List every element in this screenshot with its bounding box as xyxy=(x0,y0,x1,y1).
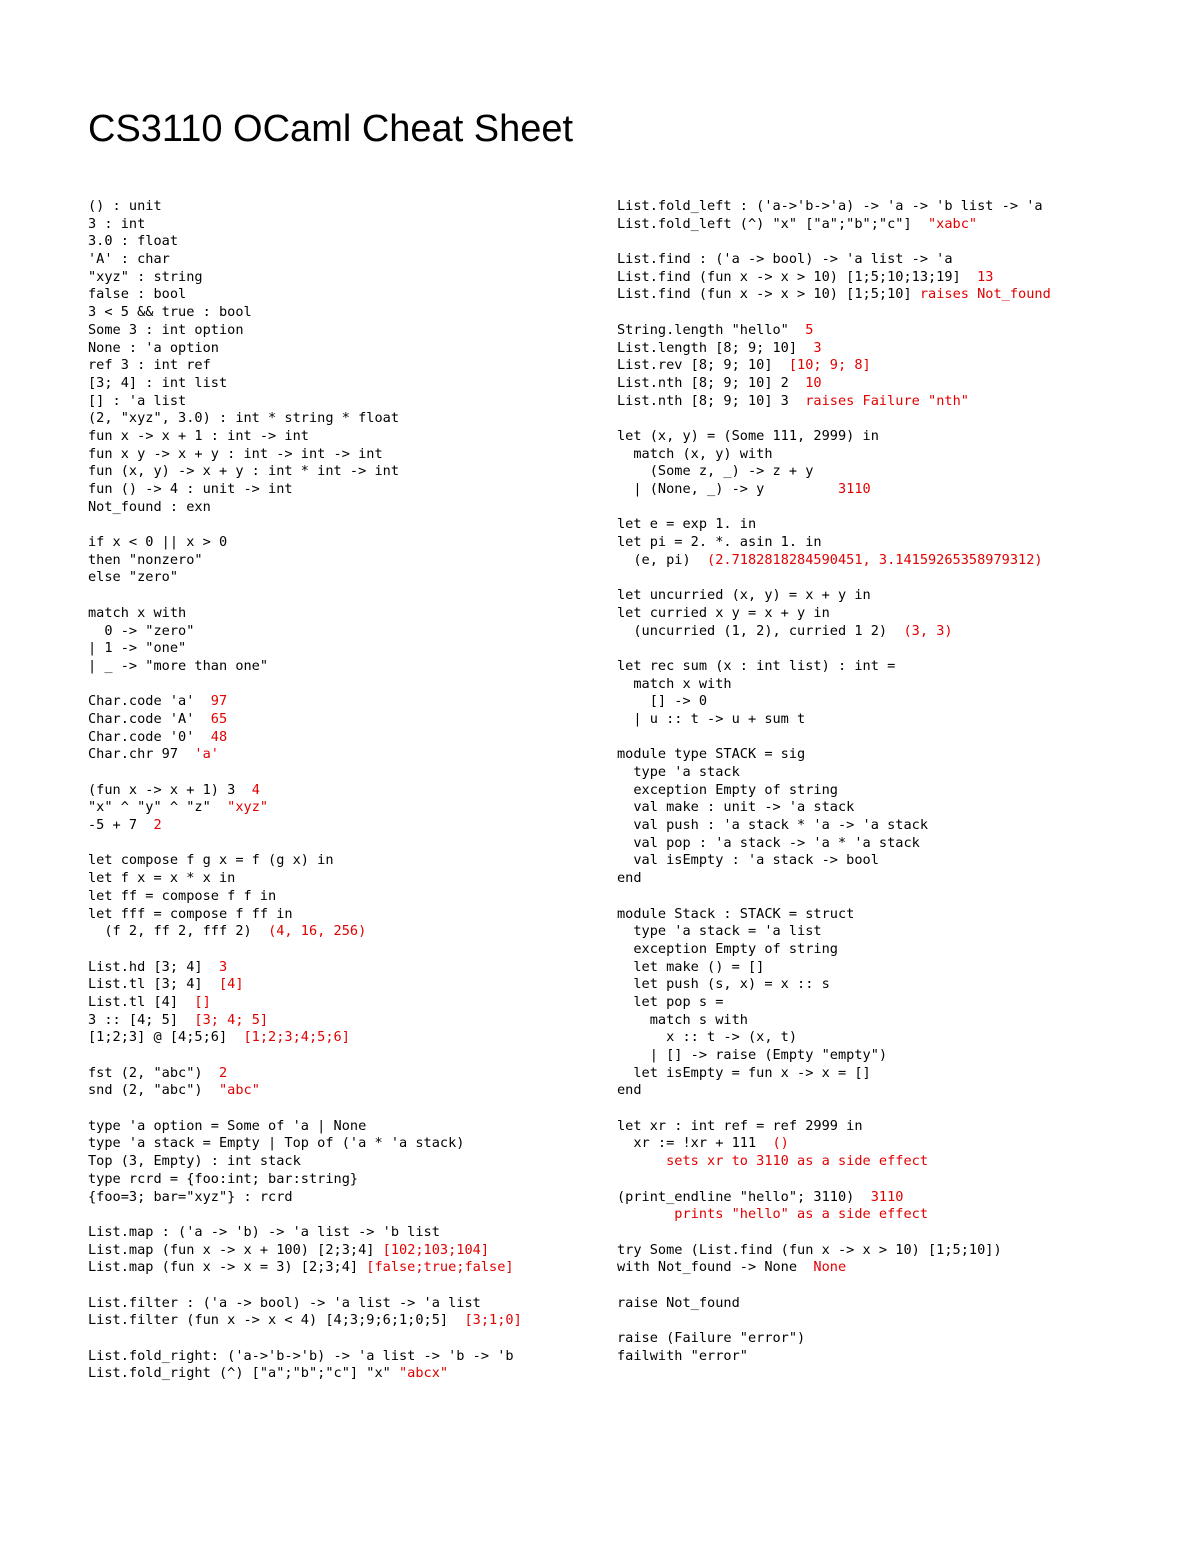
code-text: with Not_found -> None xyxy=(617,1259,814,1276)
code-text: let curried x y = x + y in xyxy=(617,604,830,621)
result-text: (2.7182818284590451, 3.14159265358979312) xyxy=(707,551,1043,568)
code-line xyxy=(88,1242,593,1260)
code-text: (print_endline "hello"; 3110) xyxy=(617,1188,871,1205)
code-line xyxy=(88,304,593,322)
code-text: List.fold_right: ('a->'b->'b) -> 'a list -> 'b -> 'b xyxy=(88,1347,514,1364)
code-line xyxy=(617,587,1177,605)
code-text: List.fold_left : ('a->'b->'a) -> 'a -> 'b list -> 'a xyxy=(617,198,1043,214)
code-line xyxy=(617,605,1177,623)
code-line xyxy=(617,1312,1177,1330)
code-text: let make () = [] xyxy=(617,958,765,975)
result-text: "xyz" xyxy=(227,799,269,816)
code-text: fun x -> x + 1 : int -> int xyxy=(88,427,309,444)
code-line xyxy=(617,216,1177,234)
result-text: 3 xyxy=(218,958,228,975)
code-text: fun x y -> x + y : int -> int -> int xyxy=(88,445,383,462)
code-line xyxy=(88,870,593,888)
code-line xyxy=(88,1029,593,1047)
code-line xyxy=(617,870,1177,888)
code-line xyxy=(617,499,1177,517)
code-line xyxy=(88,1100,593,1118)
result-text: raises Failure "nth" xyxy=(805,392,969,409)
code-text: snd (2, "abc") xyxy=(88,1082,219,1099)
code-text: [] : 'a list xyxy=(88,392,187,409)
code-line xyxy=(617,1189,1177,1207)
code-line xyxy=(617,534,1177,552)
code-text: xr := !xr + 111 xyxy=(617,1135,773,1152)
result-text: sets xr to 3110 as a side effect xyxy=(666,1153,929,1170)
code-text: match (x, y) with xyxy=(617,445,773,462)
code-text: type 'a option = Some of 'a | None xyxy=(88,1117,367,1134)
result-text: (4, 16, 256) xyxy=(268,923,367,940)
code-line xyxy=(617,693,1177,711)
code-text: match x with xyxy=(88,604,187,621)
code-text: Not_found : exn xyxy=(88,498,211,515)
code-line xyxy=(617,1171,1177,1189)
result-text: [10; 9; 8] xyxy=(788,357,871,374)
code-text: List.find (fun x -> x > 10) [1;5;10;13;19] xyxy=(617,268,978,285)
result-text: (3, 3) xyxy=(903,622,953,639)
code-text: 0 -> "zero" xyxy=(88,622,195,639)
result-text: 48 xyxy=(210,728,228,745)
result-text: prints "hello" as a side effect xyxy=(666,1206,929,1223)
code-text: ref 3 : int ref xyxy=(88,357,211,374)
code-line xyxy=(617,269,1177,287)
code-line xyxy=(88,516,593,534)
code-text xyxy=(617,1153,666,1169)
code-line xyxy=(617,481,1177,499)
code-line xyxy=(88,923,593,941)
code-line xyxy=(617,304,1177,322)
code-text: let fff = compose f ff in xyxy=(88,905,293,922)
code-line xyxy=(88,1348,593,1366)
code-text: type 'a stack = 'a list xyxy=(617,923,822,940)
code-text: false : bool xyxy=(88,286,187,303)
result-text: None xyxy=(813,1259,847,1276)
code-line xyxy=(88,1012,593,1030)
code-line xyxy=(617,711,1177,729)
result-text: "abc" xyxy=(218,1082,260,1099)
code-text: List.tl [3; 4] xyxy=(88,976,219,993)
code-line xyxy=(617,764,1177,782)
code-line xyxy=(617,676,1177,694)
code-text: module Stack : STACK = struct xyxy=(617,905,855,922)
code-line xyxy=(88,1082,593,1100)
code-line xyxy=(88,198,593,216)
code-line xyxy=(617,516,1177,534)
code-text: List.nth [8; 9; 10] 2 xyxy=(617,374,806,391)
code-line xyxy=(617,233,1177,251)
code-line xyxy=(88,835,593,853)
code-line xyxy=(88,375,593,393)
code-line xyxy=(88,428,593,446)
result-text: 4 xyxy=(251,781,260,798)
code-text: List.fold_left (^) "x" ["a";"b";"c"] xyxy=(617,215,928,232)
code-text: (2, "xyz", 3.0) : int * string * float xyxy=(88,410,399,427)
code-line xyxy=(88,446,593,464)
code-text: let xr : int ref = ref 2999 in xyxy=(617,1117,863,1134)
code-line xyxy=(88,216,593,234)
code-text: failwith "error" xyxy=(617,1347,748,1364)
code-line xyxy=(88,1365,593,1383)
code-line xyxy=(617,817,1177,835)
code-line xyxy=(88,1277,593,1295)
code-text: None : 'a option xyxy=(88,339,219,356)
code-line xyxy=(617,1135,1177,1153)
code-line xyxy=(617,994,1177,1012)
result-text: 10 xyxy=(805,374,822,391)
code-line xyxy=(617,251,1177,269)
code-text: (Some z, _) -> z + y xyxy=(617,463,814,480)
code-text: List.filter (fun x -> x < 4) [4;3;9;6;1;0;5] xyxy=(88,1312,465,1329)
code-line xyxy=(88,799,593,817)
code-line xyxy=(88,1135,593,1153)
code-line xyxy=(617,1047,1177,1065)
code-text: Top (3, Empty) : int stack xyxy=(88,1153,301,1170)
code-text: List.tl [4] xyxy=(88,993,195,1010)
code-line xyxy=(88,1118,593,1136)
code-text: List.find (fun x -> x > 10) [1;5;10] xyxy=(617,286,920,303)
code-line xyxy=(617,552,1177,570)
code-line xyxy=(617,835,1177,853)
code-line xyxy=(617,428,1177,446)
code-line xyxy=(617,1330,1177,1348)
code-text: (fun x -> x + 1) 3 xyxy=(88,781,252,798)
result-text: () xyxy=(772,1135,789,1152)
left-column xyxy=(88,198,593,1383)
code-text: List.rev [8; 9; 10] xyxy=(617,357,789,374)
result-text: 2 xyxy=(153,817,162,834)
code-text: List.map : ('a -> 'b) -> 'a list -> 'b list xyxy=(88,1223,440,1240)
code-text: List.fold_right (^) ["a";"b";"c"] "x" xyxy=(88,1365,399,1382)
code-text: let pop s = xyxy=(617,993,724,1010)
code-text: | u :: t -> u + sum t xyxy=(617,710,806,727)
code-text: val pop : 'a stack -> 'a * 'a stack xyxy=(617,834,920,851)
code-line xyxy=(617,852,1177,870)
code-text: 'A' : char xyxy=(88,251,170,268)
code-line xyxy=(88,1312,593,1330)
result-text: 3110 xyxy=(837,481,871,497)
code-line xyxy=(88,888,593,906)
code-text: let push (s, x) = x :: s xyxy=(617,976,830,993)
code-text: 3 < 5 && true : bool xyxy=(88,304,252,321)
code-text: | 1 -> "one" xyxy=(88,640,187,657)
result-text: 3 xyxy=(813,339,822,356)
result-text: [102;103;104] xyxy=(382,1241,490,1258)
code-line xyxy=(617,1153,1177,1171)
code-line xyxy=(88,1153,593,1171)
code-line xyxy=(88,711,593,729)
code-text: (e, pi) xyxy=(617,551,708,568)
code-line xyxy=(617,1029,1177,1047)
code-line xyxy=(88,269,593,287)
result-text: 13 xyxy=(977,268,994,285)
result-text: [] xyxy=(194,993,211,1010)
code-line xyxy=(88,906,593,924)
code-line xyxy=(617,1012,1177,1030)
code-line xyxy=(617,1206,1177,1224)
code-text: String.length "hello" xyxy=(617,321,806,338)
code-line xyxy=(88,1224,593,1242)
code-text: Char.chr 97 xyxy=(88,746,195,763)
code-line xyxy=(617,746,1177,764)
code-line xyxy=(88,764,593,782)
code-text: let compose f g x = f (g x) in xyxy=(88,852,334,869)
code-line xyxy=(617,658,1177,676)
code-line xyxy=(617,1277,1177,1295)
code-text: exception Empty of string xyxy=(617,781,838,798)
code-line xyxy=(88,393,593,411)
code-text: exception Empty of string xyxy=(617,940,838,957)
code-line xyxy=(617,976,1177,994)
result-text: 65 xyxy=(210,710,228,727)
code-text: 3.0 : float xyxy=(88,233,179,250)
code-line xyxy=(88,1047,593,1065)
code-line xyxy=(88,410,593,428)
code-text: Char.code 'a' xyxy=(88,693,211,710)
code-text: else "zero" xyxy=(88,569,179,586)
code-line xyxy=(617,906,1177,924)
code-line xyxy=(88,1206,593,1224)
code-line xyxy=(617,1295,1177,1313)
code-text: (f 2, ff 2, fff 2) xyxy=(88,923,269,940)
code-text: end xyxy=(617,1082,642,1099)
code-text: List.length [8; 9; 10] xyxy=(617,339,814,356)
code-line xyxy=(88,640,593,658)
result-text: [3;1;0] xyxy=(464,1312,522,1329)
code-text: 3 : int xyxy=(88,215,146,232)
code-text: List.map (fun x -> x = 3) [2;3;4] xyxy=(88,1259,367,1276)
code-line xyxy=(88,233,593,251)
code-line xyxy=(88,782,593,800)
code-line xyxy=(88,251,593,269)
code-text: {foo=3; bar="xyz"} : rcrd xyxy=(88,1188,293,1205)
code-line xyxy=(88,1330,593,1348)
code-line xyxy=(88,959,593,977)
code-line xyxy=(617,198,1177,216)
code-text: let f x = x * x in xyxy=(88,870,236,887)
result-text: [4] xyxy=(218,976,244,993)
code-line xyxy=(617,357,1177,375)
code-text: -5 + 7 xyxy=(88,817,154,834)
code-text: List.find : ('a -> bool) -> 'a list -> 'a xyxy=(617,251,953,268)
code-text: | (None, _) -> y xyxy=(617,481,838,497)
code-text: | _ -> "more than one" xyxy=(88,657,269,674)
code-line xyxy=(617,1259,1177,1277)
code-line xyxy=(617,569,1177,587)
result-text: 3110 xyxy=(870,1188,904,1205)
code-line xyxy=(88,463,593,481)
code-line xyxy=(617,1242,1177,1260)
code-text: let isEmpty = fun x -> x = [] xyxy=(617,1064,871,1081)
code-line xyxy=(617,1100,1177,1118)
page-title: CS3110 OCaml Cheat Sheet xyxy=(88,108,574,150)
code-line xyxy=(88,1189,593,1207)
code-line xyxy=(88,481,593,499)
result-text: 97 xyxy=(210,693,228,710)
code-text: [3; 4] : int list xyxy=(88,374,228,391)
code-text: match x with xyxy=(617,675,732,692)
code-text: raise Not_found xyxy=(617,1294,740,1311)
code-line xyxy=(617,959,1177,977)
right-column xyxy=(617,198,1177,1365)
code-line xyxy=(617,375,1177,393)
code-line xyxy=(617,729,1177,747)
code-line xyxy=(617,888,1177,906)
code-line xyxy=(617,1065,1177,1083)
result-text: [3; 4; 5] xyxy=(194,1011,269,1028)
code-line xyxy=(88,1295,593,1313)
code-text: List.filter : ('a -> bool) -> 'a list -> 'a list xyxy=(88,1294,481,1311)
code-text: val isEmpty : 'a stack -> bool xyxy=(617,852,879,869)
code-line xyxy=(617,782,1177,800)
code-text: match s with xyxy=(617,1011,748,1028)
result-text: raises Not_found xyxy=(919,286,1051,303)
result-text: "xabc" xyxy=(928,215,978,232)
code-text: val push : 'a stack * 'a -> 'a stack xyxy=(617,817,928,834)
code-line xyxy=(617,463,1177,481)
code-line xyxy=(88,746,593,764)
code-text: fun () -> 4 : unit -> int xyxy=(88,481,293,497)
code-text: Char.code '0' xyxy=(88,728,211,745)
code-text: fun (x, y) -> x + y : int * int -> int xyxy=(88,463,399,480)
code-text: List.hd [3; 4] xyxy=(88,958,219,975)
code-line xyxy=(617,340,1177,358)
code-line xyxy=(617,446,1177,464)
code-text: let rec sum (x : int list) : int = xyxy=(617,657,896,674)
result-text: 2 xyxy=(218,1064,228,1081)
code-line xyxy=(88,658,593,676)
code-text: [] -> 0 xyxy=(617,693,708,710)
code-text: try Some (List.find (fun x -> x > 10) [1;5;10]) xyxy=(617,1241,1002,1258)
code-text: let ff = compose f f in xyxy=(88,887,277,904)
code-text: List.map (fun x -> x + 100) [2;3;4] xyxy=(88,1241,383,1258)
code-line xyxy=(617,1224,1177,1242)
result-text: [false;true;false] xyxy=(366,1259,514,1276)
code-line xyxy=(88,693,593,711)
code-line xyxy=(617,286,1177,304)
code-line xyxy=(88,569,593,587)
code-line xyxy=(88,676,593,694)
result-text: [1;2;3;4;5;6] xyxy=(243,1029,350,1046)
code-line xyxy=(88,357,593,375)
code-line xyxy=(617,923,1177,941)
code-text: let (x, y) = (Some 111, 2999) in xyxy=(617,427,879,444)
code-line xyxy=(88,534,593,552)
code-line xyxy=(617,410,1177,428)
code-text: type rcrd = {foo:int; bar:string} xyxy=(88,1170,359,1187)
code-text: let e = exp 1. in xyxy=(617,516,757,533)
code-line xyxy=(88,1171,593,1189)
code-text: 3 :: [4; 5] xyxy=(88,1011,195,1028)
code-line xyxy=(617,1082,1177,1100)
code-text: | [] -> raise (Empty "empty") xyxy=(617,1047,888,1063)
code-line xyxy=(617,1348,1177,1366)
code-line xyxy=(88,1065,593,1083)
code-text: type 'a stack = Empty | Top of ('a * 'a stack) xyxy=(88,1135,465,1152)
code-line xyxy=(88,340,593,358)
code-text: end xyxy=(617,870,642,887)
code-text: Some 3 : int option xyxy=(88,321,244,338)
code-text: "xyz" : string xyxy=(88,268,203,285)
code-line xyxy=(88,605,593,623)
code-text: Char.code 'A' xyxy=(88,710,211,727)
code-text: let pi = 2. *. asin 1. in xyxy=(617,534,822,551)
code-line xyxy=(88,552,593,570)
code-text: val make : unit -> 'a stack xyxy=(617,799,855,816)
code-text: () : unit xyxy=(88,198,162,214)
code-text: then "nonzero" xyxy=(88,551,203,568)
code-line xyxy=(88,1259,593,1277)
code-text: "x" ^ "y" ^ "z" xyxy=(88,799,228,816)
code-text: (uncurried (1, 2), curried 1 2) xyxy=(617,622,904,639)
code-text: List.nth [8; 9; 10] 3 xyxy=(617,392,806,409)
code-line xyxy=(617,623,1177,641)
code-line xyxy=(617,1118,1177,1136)
code-line xyxy=(617,640,1177,658)
result-text: 5 xyxy=(805,321,814,338)
code-line xyxy=(88,322,593,340)
code-text: type 'a stack xyxy=(617,764,740,780)
code-line xyxy=(88,623,593,641)
code-line xyxy=(88,499,593,517)
code-line xyxy=(617,941,1177,959)
code-text: x :: t -> (x, t) xyxy=(617,1029,798,1046)
code-line xyxy=(88,941,593,959)
code-text: raise (Failure "error") xyxy=(617,1330,806,1346)
code-line xyxy=(88,976,593,994)
code-text: fst (2, "abc") xyxy=(88,1064,219,1081)
code-line xyxy=(88,994,593,1012)
code-line xyxy=(617,799,1177,817)
code-line xyxy=(88,729,593,747)
code-line xyxy=(88,587,593,605)
code-line xyxy=(88,852,593,870)
code-line xyxy=(617,322,1177,340)
code-text: module type STACK = sig xyxy=(617,746,806,763)
result-text: 'a' xyxy=(194,746,219,763)
code-text: [1;2;3] @ [4;5;6] xyxy=(88,1029,244,1046)
code-line xyxy=(617,393,1177,411)
code-line xyxy=(88,817,593,835)
result-text: "abcx" xyxy=(399,1365,449,1382)
code-line xyxy=(88,286,593,304)
code-text: if x < 0 || x > 0 xyxy=(88,534,228,551)
code-text xyxy=(617,1206,666,1222)
code-text: let uncurried (x, y) = x + y in xyxy=(617,587,871,604)
